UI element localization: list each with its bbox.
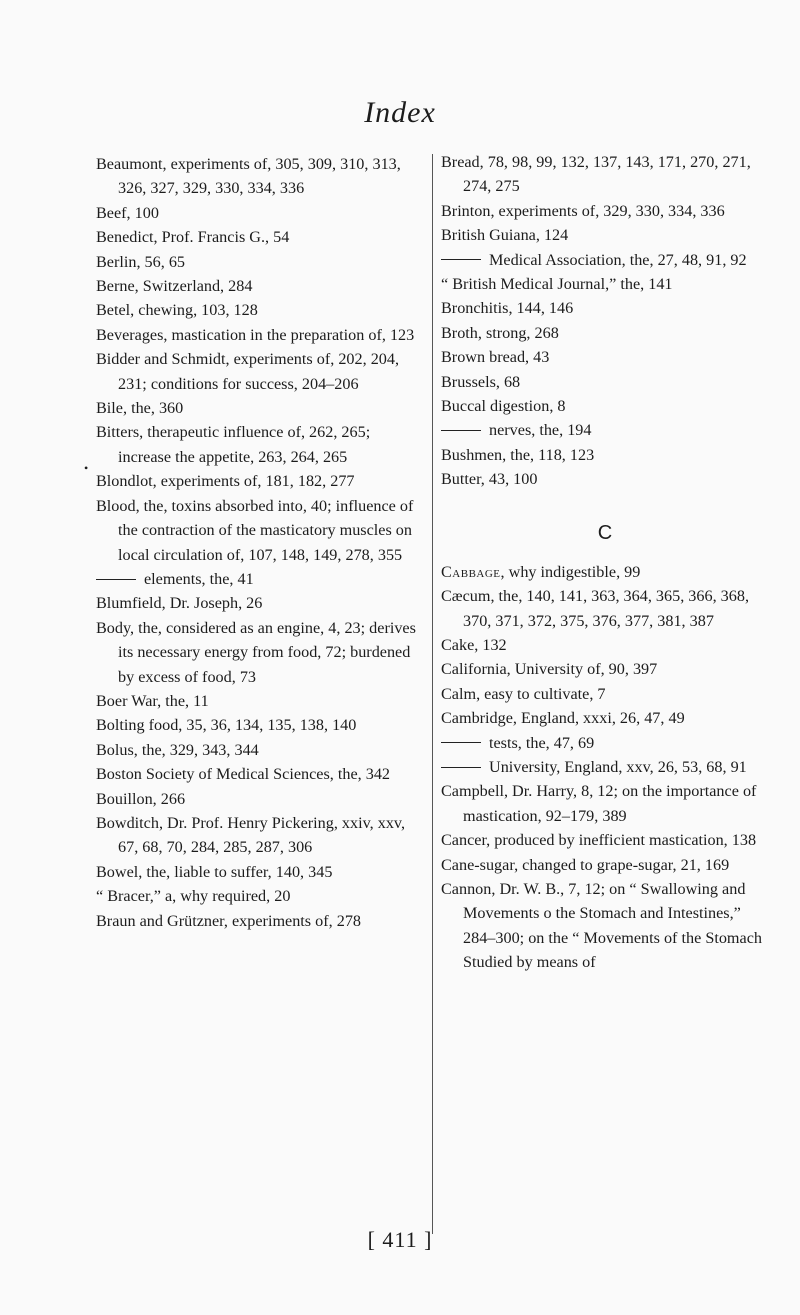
index-entry-text: Berne, Switzerland, 284 [96, 277, 253, 296]
index-entry-text: Cæcum, the, 140, 141, 363, 364, 365, 366, 368, 370, 371, 372, 375, 376, 377, 381, 387 [441, 587, 750, 630]
page-number: [ 411 ] [367, 1227, 433, 1252]
index-entry [96, 738, 424, 762]
index-entry-text: Berlin, 56, 65 [96, 252, 186, 271]
index-entry-text: Betel, chewing, 103, 128 [96, 301, 258, 320]
index-entry [441, 828, 769, 852]
index-section-c [441, 584, 769, 975]
index-entry-text: Medical Association, the, 27, 48, 91, 92 [489, 250, 747, 269]
index-entry-text: Broth, strong, 268 [441, 323, 559, 342]
index-section-b [441, 150, 769, 492]
index-entry [96, 201, 424, 225]
index-entry [441, 394, 769, 418]
index-entry [96, 860, 424, 884]
index-entry-text: Boston Society of Medical Sciences, the, 342 [96, 765, 391, 784]
index-entry [96, 689, 424, 713]
index-entry-text: “ Bracer,” a, why required, 20 [96, 887, 291, 906]
index-entry-text: Calm, easy to cultivate, 7 [441, 684, 606, 703]
index-entry [441, 560, 769, 584]
index-entry [96, 152, 424, 201]
index-entry-text: Beverages, mastication in the preparation of, 123 [96, 325, 415, 344]
column-divider [432, 154, 433, 1234]
index-entry [96, 884, 424, 908]
index-entry-text: Cane-sugar, changed to grape-sugar, 21, 169 [441, 855, 730, 874]
index-entry-text: University, England, xxv, 26, 53, 68, 91 [489, 757, 747, 776]
index-column-left [96, 152, 424, 933]
index-subentry [441, 248, 769, 272]
index-entry [441, 584, 769, 633]
index-entry [96, 909, 424, 933]
ditto-dash [441, 767, 481, 768]
index-entry [96, 762, 424, 786]
index-entry-text: Campbell, Dr. Harry, 8, 12; on the importance of mastication, 92–179, 389 [441, 782, 757, 825]
index-entry-headword: Cabbage [441, 562, 501, 581]
index-subentry [441, 418, 769, 442]
index-entry [96, 469, 424, 493]
index-entry [441, 199, 769, 223]
section-letter-c: C [597, 521, 613, 544]
index-entry-text: Bidder and Schmidt, experiments of, 202, 204, 231; conditions for success, 204–206 [96, 350, 400, 393]
ditto-dash [96, 579, 136, 580]
index-entry-text: Body, the, considered as an engine, 4, 23; derives its necessary energy from food, 72; burdened by excess of food, 73 [96, 618, 416, 686]
index-entry [441, 272, 769, 296]
index-entry-text: Blumfield, Dr. Joseph, 26 [96, 594, 263, 613]
index-entry-text: Bushmen, the, 118, 123 [441, 445, 595, 464]
index-entry-text: British Guiana, 124 [441, 226, 569, 245]
index-entry [96, 298, 424, 322]
index-entry [96, 420, 424, 469]
index-entry-text: Brussels, 68 [441, 372, 521, 391]
index-entry [441, 706, 769, 730]
ditto-dash [441, 742, 481, 743]
index-entry [96, 616, 424, 689]
index-entry-text: Blood, the, toxins absorbed into, 40; influence of the contraction of the masticatory muscles on local circulation of, 107, 148, 149, 278, 355 [96, 496, 414, 564]
index-entry-text: Bouillon, 266 [96, 789, 186, 808]
index-entry [441, 150, 769, 199]
index-entry [441, 443, 769, 467]
index-entry-text: Butter, 43, 100 [441, 470, 538, 489]
index-entry-text: , why indigestible, 99 [500, 562, 641, 581]
index-entry-text: “ British Medical Journal,” the, 141 [441, 275, 673, 294]
index-entry-text: Bolus, the, 329, 343, 344 [96, 740, 259, 759]
index-entry [441, 877, 769, 975]
index-entry [441, 296, 769, 320]
index-entry-text: Boer War, the, 11 [96, 691, 209, 710]
index-entry [441, 633, 769, 657]
index-entry [441, 370, 769, 394]
index-entry-text: nerves, the, 194 [489, 421, 592, 440]
index-entry-text: Bronchitis, 144, 146 [441, 299, 574, 318]
index-entry [96, 787, 424, 811]
index-entry [441, 223, 769, 247]
index-entry-text: Cambridge, England, xxxi, 26, 47, 49 [441, 709, 685, 728]
index-entry-text: Bowditch, Dr. Prof. Henry Pickering, xxiv, xxv, 67, 68, 70, 284, 285, 287, 306 [96, 813, 406, 857]
index-entry [96, 250, 424, 274]
index-entry [96, 591, 424, 615]
ditto-dash [441, 259, 481, 260]
index-entry [96, 494, 424, 567]
index-entry-text: Blondlot, experiments of, 181, 182, 277 [96, 472, 355, 491]
index-entry-text: Bile, the, 360 [96, 399, 184, 418]
index-entry [96, 713, 424, 737]
margin-bullet-icon: • [84, 461, 89, 475]
index-entry-text: California, University of, 90, 397 [441, 660, 658, 679]
index-entry [441, 467, 769, 491]
index-entry-text: Beaumont, experiments of, 305, 309, 310, 313, 326, 327, 329, 330, 334, 336 [96, 155, 401, 198]
index-entry-text: Brinton, experiments of, 329, 330, 334, 336 [441, 201, 725, 220]
index-entry [441, 682, 769, 706]
index-entry [441, 657, 769, 681]
index-entry [96, 396, 424, 420]
index-entry-text: Buccal digestion, 8 [441, 397, 566, 416]
index-entry [96, 225, 424, 249]
index-entry-text: tests, the, 47, 69 [489, 733, 595, 752]
index-subentry [96, 567, 424, 591]
index-entry [441, 345, 769, 369]
index-entry [96, 274, 424, 298]
index-subentry [441, 755, 769, 779]
index-column-right [441, 150, 769, 975]
index-entry-text: Bread, 78, 98, 99, 132, 137, 143, 171, 270, 271, 274, 275 [441, 153, 751, 196]
index-entry [96, 347, 424, 396]
index-entry-text: Bolting food, 35, 36, 134, 135, 138, 140 [96, 716, 357, 735]
index-entry-text: Cancer, produced by inefficient mastication, 138 [441, 831, 757, 850]
index-entry [441, 779, 769, 828]
index-entry-text: Cannon, Dr. W. B., 7, 12; on “ Swallowing and Movements o the Stomach and Intestines,” 284–300; on the “ Movements of the Stomach Studied by means of [441, 879, 762, 972]
index-entry-text: Cake, 132 [441, 635, 507, 654]
index-entry [96, 811, 424, 860]
ditto-dash [441, 430, 481, 431]
index-subentry [441, 731, 769, 755]
index-entry [441, 321, 769, 345]
index-entry-text: Beef, 100 [96, 203, 159, 222]
index-entry-text: Braun and Grützner, experiments of, 278 [96, 911, 362, 930]
index-entry [441, 853, 769, 877]
index-entry-text: Brown bread, 43 [441, 348, 550, 367]
index-entry [96, 323, 424, 347]
index-entry-text: Benedict, Prof. Francis G., 54 [96, 228, 290, 247]
index-entry-text: elements, the, 41 [144, 569, 254, 588]
index-entry-text: Bowel, the, liable to suffer, 140, 345 [96, 862, 333, 881]
index-entry-text: Bitters, therapeutic influence of, 262, 265; increase the appetite, 263, 264, 265 [96, 423, 371, 466]
page-title: Index [364, 96, 436, 129]
